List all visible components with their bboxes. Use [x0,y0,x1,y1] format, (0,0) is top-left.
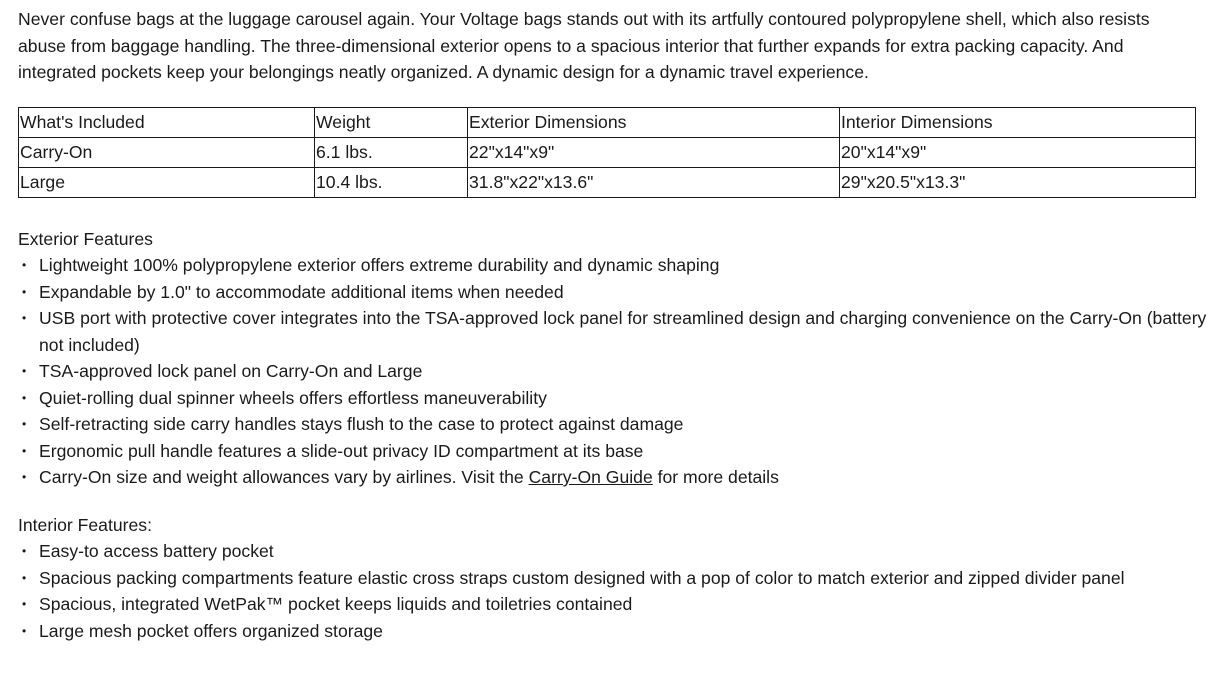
table-cell: 29"x20.5"x13.3" [840,167,1196,197]
table-row [19,137,1196,167]
list-item-text: Spacious packing compartments feature elastic cross straps custom designed with a pop of color to match exterior and zipped divider panel [39,567,1125,588]
list-item-text: Spacious, integrated WetPak™ pocket keeps liquids and toiletries contained [39,594,633,614]
bullet-icon: • [22,443,27,458]
table-cell: Carry-On [19,137,315,167]
bullet-icon: • [22,417,27,431]
bullet-icon: • [22,597,27,611]
bullet-icon: • [22,623,27,638]
bullet-icon: • [22,570,27,585]
bullet-icon: • [22,544,27,558]
list-item [18,565,1208,592]
table-cell: 22"x14"x9" [468,137,840,167]
bullet-icon: • [22,311,27,325]
exterior-features-title: Exterior Features [18,228,153,249]
list-item [18,618,1208,645]
list-item [18,305,1208,358]
specs-table [18,107,1196,198]
table-header-cell: Interior Dimensions [840,107,1196,137]
table-cell: Large [19,167,315,197]
carry-on-guide-link[interactable]: Carry-On Guide [528,467,653,487]
bullet-icon: • [22,284,27,299]
list-item-text: USB port with protective cover integrates into the TSA-approved lock panel for streamlined design and charging convenience on the Carry-On (battery not included) [39,308,1207,355]
list-item [18,411,1208,438]
bullet-icon: • [22,390,27,405]
table-row [19,167,1196,197]
list-item-text: Lightweight 100% polypropylene exterior offers extreme durability and dynamic shaping [39,255,720,275]
list-item [18,464,1208,491]
list-item [18,252,1208,279]
interior-features-title: Interior Features: [18,514,152,535]
list-item [18,438,1208,465]
exterior-features-list [18,252,1208,491]
list-item-text: Expandable by 1.0" to accommodate additional items when needed [39,281,564,302]
table-header-row [19,107,1196,137]
list-item-text: TSA-approved lock panel on Carry-On and Large [39,361,423,381]
list-item-text: Self-retracting side carry handles stays flush to the case to protect against damage [39,414,684,434]
table-header-cell: Weight [315,107,468,137]
list-item [18,591,1208,618]
list-item-text-before: Carry-On size and weight allowances vary by airlines. Visit the [39,467,529,487]
list-item [18,385,1208,412]
intro-paragraph: Never confuse bags at the luggage carousel again. Your Voltage bags stands out with its artfully contoured polypropylene shell, which also resists abuse from baggage handling. The three-dimensional exterior opens to a spacious interior that further expands for extra packing capacity. And integrated pockets keep your belongings neatly organized. A dynamic design for a dynamic travel experience. [18,9,1150,82]
bullet-icon: • [22,258,27,272]
list-item-text-after: for more details [652,467,779,487]
interior-features-list [18,538,1208,644]
list-item-text: Easy-to access battery pocket [39,541,274,561]
table-cell: 20"x14"x9" [840,137,1196,167]
table-cell: 31.8"x22"x13.6" [468,167,840,197]
list-item [18,538,1208,565]
list-item-text: Quiet-rolling dual spinner wheels offers effortless maneuverability [39,387,547,408]
table-cell: 6.1 lbs. [315,137,468,167]
bullet-icon: • [22,470,27,484]
list-item [18,358,1208,385]
table-cell: 10.4 lbs. [315,167,468,197]
list-item-text: Ergonomic pull handle features a slide-out privacy ID compartment at its base [39,440,644,461]
table-header-cell: What's Included [19,107,315,137]
list-item [18,279,1208,306]
bullet-icon: • [22,364,27,378]
table-header-cell: Exterior Dimensions [468,107,840,137]
list-item-text: Large mesh pocket offers organized storage [39,620,383,641]
